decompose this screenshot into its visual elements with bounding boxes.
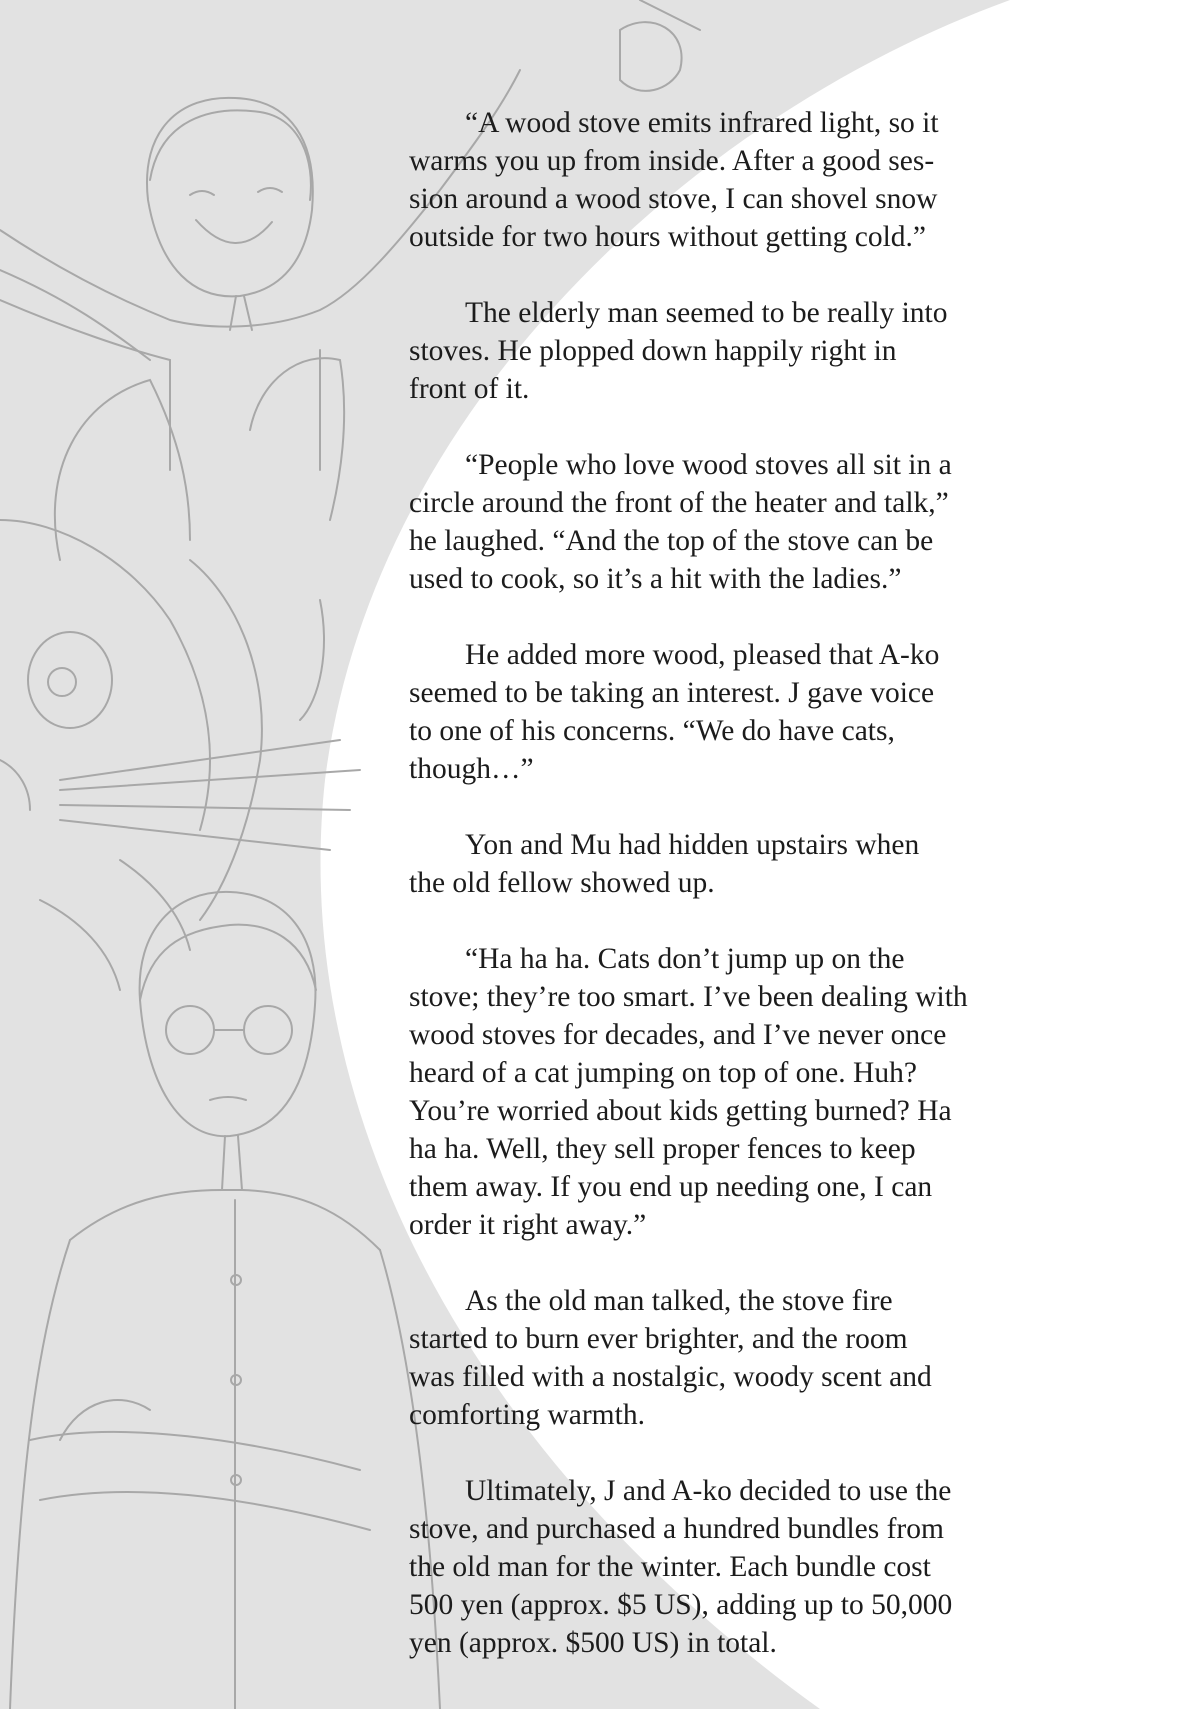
text-line: outside for two hours without getting cold.” [409, 221, 926, 253]
story-text [409, 104, 1069, 1700]
text-line: to one of his concerns. “We do have cats, [409, 715, 895, 747]
text-line: them away. If you end up needing one, I can [409, 1171, 933, 1203]
text-line: As the old man talked, the stove fire [465, 1285, 893, 1317]
paragraph [409, 294, 1069, 408]
text-line: wood stoves for decades, and I’ve never once [409, 1019, 947, 1051]
text-line: warms you up from inside. After a good ses- [409, 145, 935, 177]
paragraph [409, 1282, 1069, 1434]
text-line: order it right away.” [409, 1209, 647, 1241]
text-line: Ultimately, J and A-ko decided to use the [465, 1475, 952, 1507]
text-line: circle around the front of the heater and talk,” [409, 487, 949, 519]
text-line: Yon and Mu had hidden upstairs when [465, 829, 920, 861]
text-line: stoves. He plopped down happily right in [409, 335, 897, 367]
paragraph [409, 104, 1069, 256]
text-line: though…” [409, 753, 534, 785]
text-line: “A wood stove emits infrared light, so it [465, 107, 939, 139]
paragraph [409, 826, 1069, 902]
paragraph [409, 940, 1069, 1244]
text-line: started to burn ever brighter, and the room [409, 1323, 908, 1355]
text-line: He added more wood, pleased that A-ko [465, 639, 940, 671]
text-line: ha ha. Well, they sell proper fences to keep [409, 1133, 916, 1165]
paragraph [409, 446, 1069, 598]
text-line: front of it. [409, 373, 530, 405]
paragraph [409, 1472, 1069, 1662]
text-line: “Ha ha ha. Cats don’t jump up on the [465, 943, 905, 975]
text-line: 500 yen (approx. $5 US), adding up to 50,000 [409, 1589, 953, 1621]
text-line: the old fellow showed up. [409, 867, 715, 899]
text-line: “People who love wood stoves all sit in a [465, 449, 952, 481]
text-line: heard of a cat jumping on top of one. Huh? [409, 1057, 917, 1089]
text-line: he laughed. “And the top of the stove can be [409, 525, 934, 557]
paragraph [409, 636, 1069, 788]
text-line: You’re worried about kids getting burned? Ha [409, 1095, 952, 1127]
text-line: comforting warmth. [409, 1399, 645, 1431]
text-line: the old man for the winter. Each bundle cost [409, 1551, 931, 1583]
text-line: The elderly man seemed to be really into [465, 297, 948, 329]
text-line: stove; they’re too smart. I’ve been dealing with [409, 981, 968, 1013]
text-line: sion around a wood stove, I can shovel snow [409, 183, 938, 215]
text-line: seemed to be taking an interest. J gave voice [409, 677, 935, 709]
text-line: yen (approx. $500 US) in total. [409, 1627, 777, 1659]
text-line: used to cook, so it’s a hit with the ladies.” [409, 563, 902, 595]
text-line: stove, and purchased a hundred bundles from [409, 1513, 944, 1545]
text-line: was filled with a nostalgic, woody scent and [409, 1361, 932, 1393]
